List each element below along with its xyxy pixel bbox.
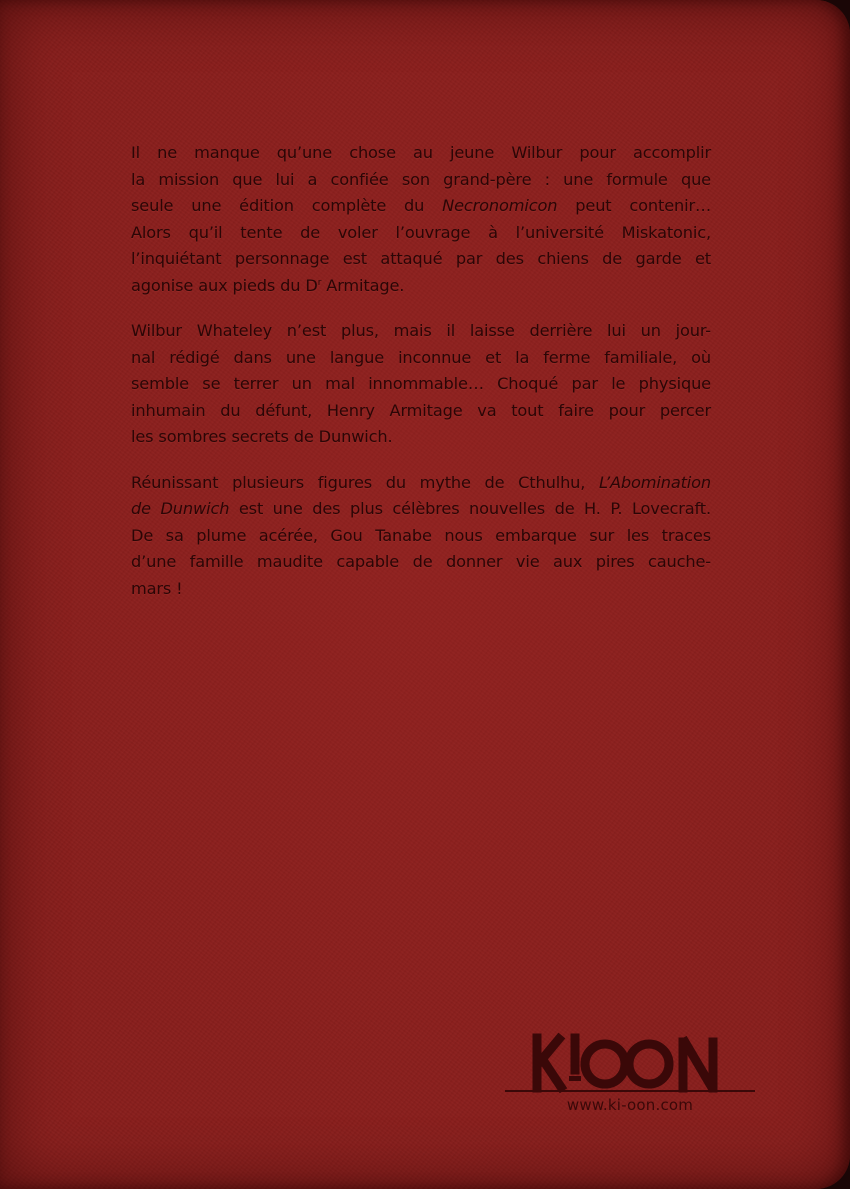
publisher-logo	[525, 1030, 760, 1120]
blurb-text	[131, 140, 711, 602]
text-line: d’une famille maudite capable de donner vie aux pires cauche-	[131, 552, 711, 571]
text-line: mars !	[131, 578, 183, 598]
text-line: Alors qu’il tente de voler l’ouvrage à l’université Miskatonic,	[131, 222, 711, 242]
paragraph-gap	[131, 451, 711, 470]
paragraph-2	[131, 318, 711, 451]
italic-title: Necronomicon	[442, 196, 558, 215]
text-line: semble se terrer un mal innommable… Choqué par le physique	[131, 374, 711, 393]
text-line: Il ne manque qu’une chose au jeune Wilbur pour accomplir	[131, 143, 711, 162]
paragraph-1	[131, 140, 711, 299]
text-line: la mission que lui a confiée son grand-père : une formule que	[131, 169, 711, 189]
publisher-url: www.ki-oon.com	[566, 1096, 694, 1114]
italic-title: L’Abomination	[598, 472, 711, 492]
italic-title: de Dunwich	[131, 499, 230, 518]
paragraph-3	[131, 470, 711, 603]
ki-oon-logo-icon	[525, 1030, 725, 1096]
logo-underline	[505, 1090, 755, 1092]
ki-oon-logo-mark	[525, 1030, 725, 1096]
text-line: les sombres secrets de Dunwich.	[131, 427, 393, 446]
text-line: nal rédigé dans une langue inconnue et la ferme familiale, où	[131, 347, 711, 367]
text-line: De sa plume acérée, Gou Tanabe nous embarque sur les traces	[131, 525, 711, 545]
text-line: Wilbur Whateley n’est plus, mais il laisse derrière lui un jour-	[131, 321, 711, 340]
text-line: agonise aux pieds du $D^r$ Armitage.	[131, 275, 405, 295]
text-line: l’inquiétant personnage est attaqué par des chiens de garde et	[131, 249, 711, 268]
text-line: inhumain du défunt, Henry Armitage va tout faire pour percer	[131, 400, 711, 420]
text-line: seule une édition complète du Necronomicon peut contenir…	[131, 196, 711, 215]
paragraph-gap	[131, 299, 711, 318]
text-line: Réunissant plusieurs figures du mythe de Cthulhu, L’Abomination	[131, 472, 711, 492]
superscript: r	[317, 277, 322, 288]
text-line: de Dunwich est une des plus célèbres nouvelles de H. P. Lovecraft.	[131, 499, 712, 518]
